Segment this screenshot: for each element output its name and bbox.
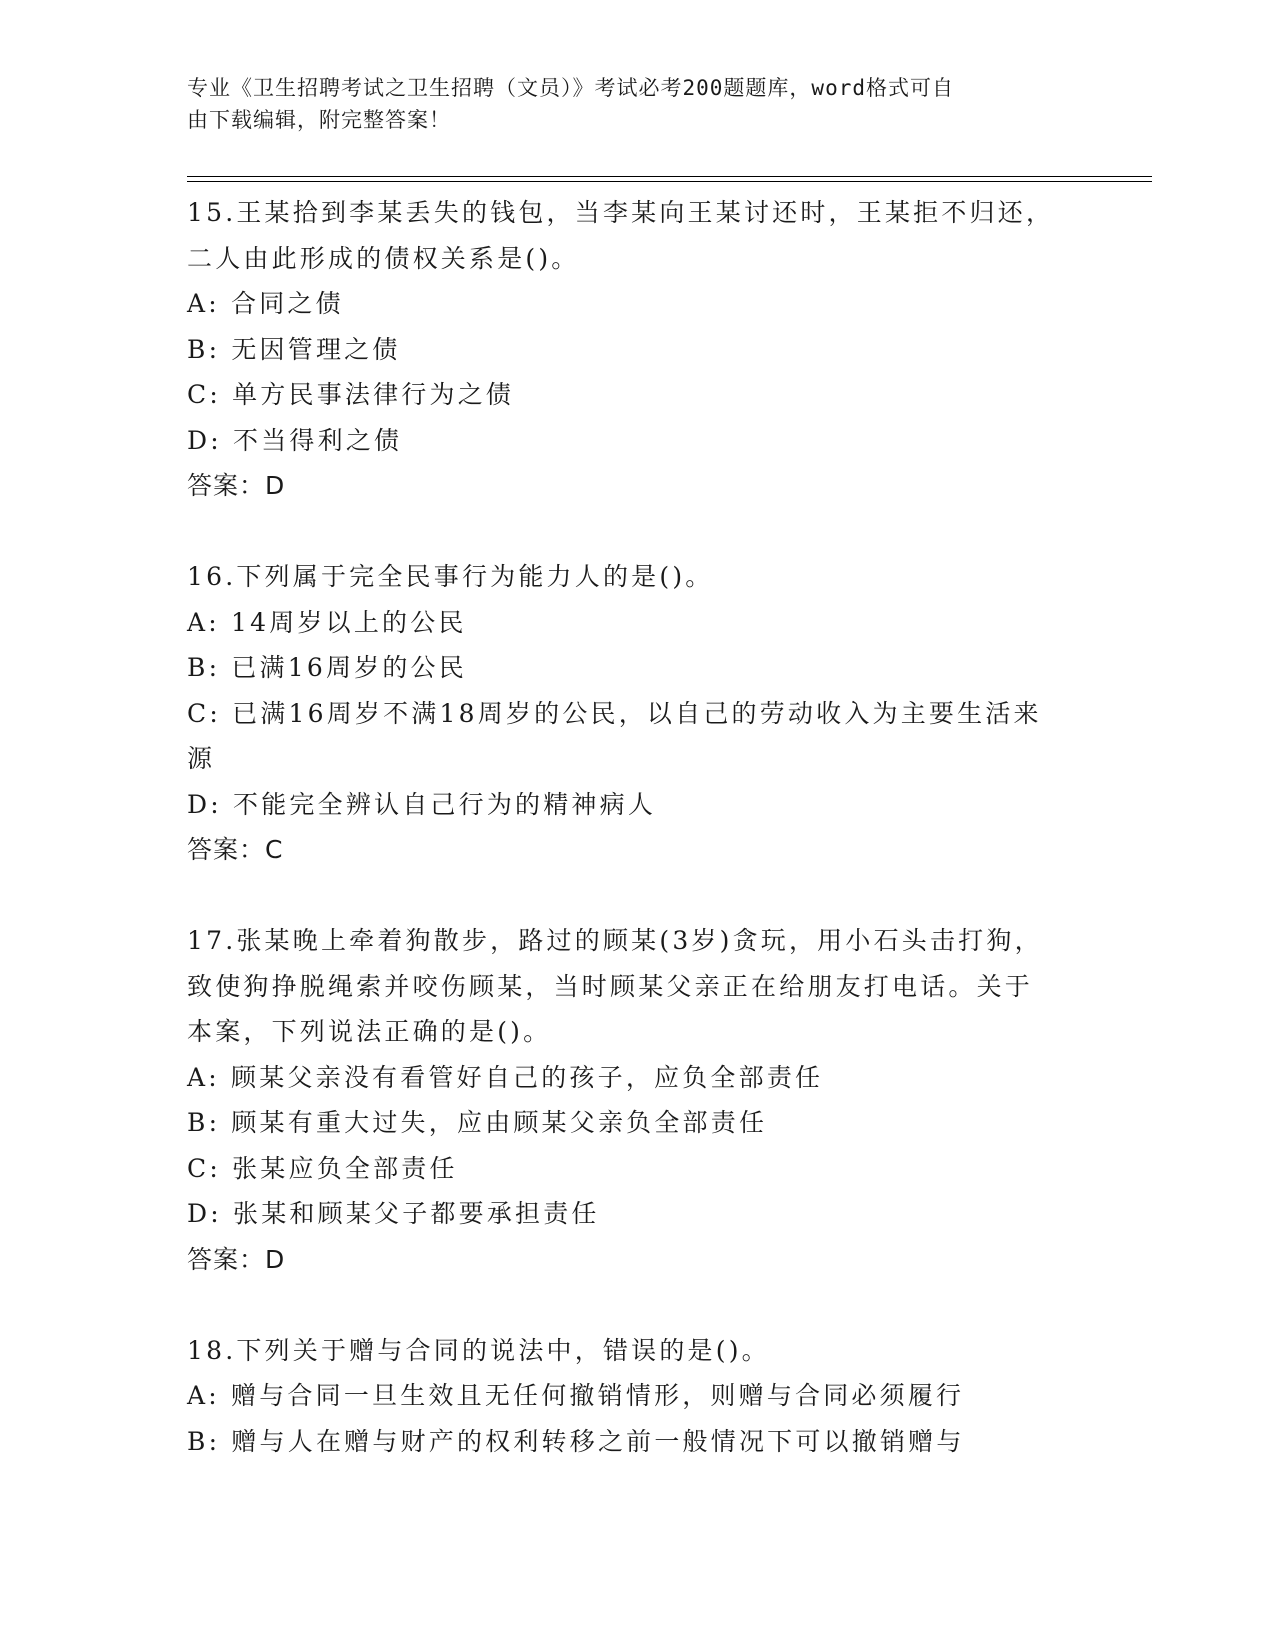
option-d: D: 张某和顾某父子都要承担责任 <box>187 1199 600 1228</box>
option-a: A: 14周岁以上的公民 <box>187 607 467 637</box>
header-line-2: 由下载编辑，附完整答案！ <box>187 108 451 132</box>
question-stem-line: 16.下列属于完全民事行为能力人的是()。 <box>187 562 714 591</box>
question-15 <box>187 190 1087 509</box>
question-stem-line: 15.王某拾到李某丢失的钱包，当李某向王某讨还时，王某拒不归还， <box>187 198 1055 227</box>
spacer <box>187 1282 1087 1328</box>
option-a: A: 合同之债 <box>187 289 344 318</box>
question-stem-line: 本案，下列说法正确的是()。 <box>187 1017 552 1046</box>
question-stem-line: 二人由此形成的债权关系是()。 <box>187 243 580 273</box>
spacer <box>187 509 1087 555</box>
option-c: C: 已满16周岁不满18周岁的公民，以自己的劳动收入为主要生活来 <box>187 698 1042 728</box>
question-stem-line: 17.张某晚上牵着狗散步，路过的顾某(3岁)贪玩，用小石头击打狗， <box>187 926 1043 955</box>
option-a: A: 赠与合同一旦生效且无任何撤销情形，则赠与合同必须履行 <box>187 1381 965 1410</box>
answer-label: 答案：D <box>187 1244 286 1274</box>
header-rule-bottom <box>187 181 1152 182</box>
answer-label: 答案：D <box>187 471 286 500</box>
question-stem-line: 18.下列关于赠与合同的说法中，错误的是()。 <box>187 1335 770 1365</box>
option-c: C: 张某应负全部责任 <box>187 1153 458 1183</box>
question-stem-line: 致使狗挣脱绳索并咬伤顾某，当时顾某父亲正在给朋友打电话。关于 <box>187 971 1034 1001</box>
question-list <box>187 190 1087 1464</box>
spacer <box>187 873 1087 919</box>
answer-label: 答案：C <box>187 835 284 864</box>
option-d: D: 不当得利之债 <box>187 425 403 455</box>
option-b: B: 已满16周岁的公民 <box>187 653 467 682</box>
question-16 <box>187 554 1087 873</box>
header-rule-top <box>187 176 1152 177</box>
document-header <box>187 72 1067 136</box>
option-b: B: 赠与人在赠与财产的权利转移之前一般情况下可以撤销赠与 <box>187 1426 965 1456</box>
option-b: B: 顾某有重大过失，应由顾某父亲负全部责任 <box>187 1108 768 1137</box>
option-c-continuation: 源 <box>187 744 216 773</box>
option-a: A: 顾某父亲没有看管好自己的孩子，应负全部责任 <box>187 1062 824 1092</box>
option-c: C: 单方民事法律行为之债 <box>187 380 515 409</box>
header-line-1: 专业《卫生招聘考试之卫生招聘（文员）》考试必考200题题库，word格式可自 <box>187 76 954 100</box>
question-17 <box>187 918 1087 1282</box>
question-18 <box>187 1328 1087 1465</box>
option-b: B: 无因管理之债 <box>187 334 401 364</box>
option-d: D: 不能完全辨认自己行为的精神病人 <box>187 789 657 819</box>
